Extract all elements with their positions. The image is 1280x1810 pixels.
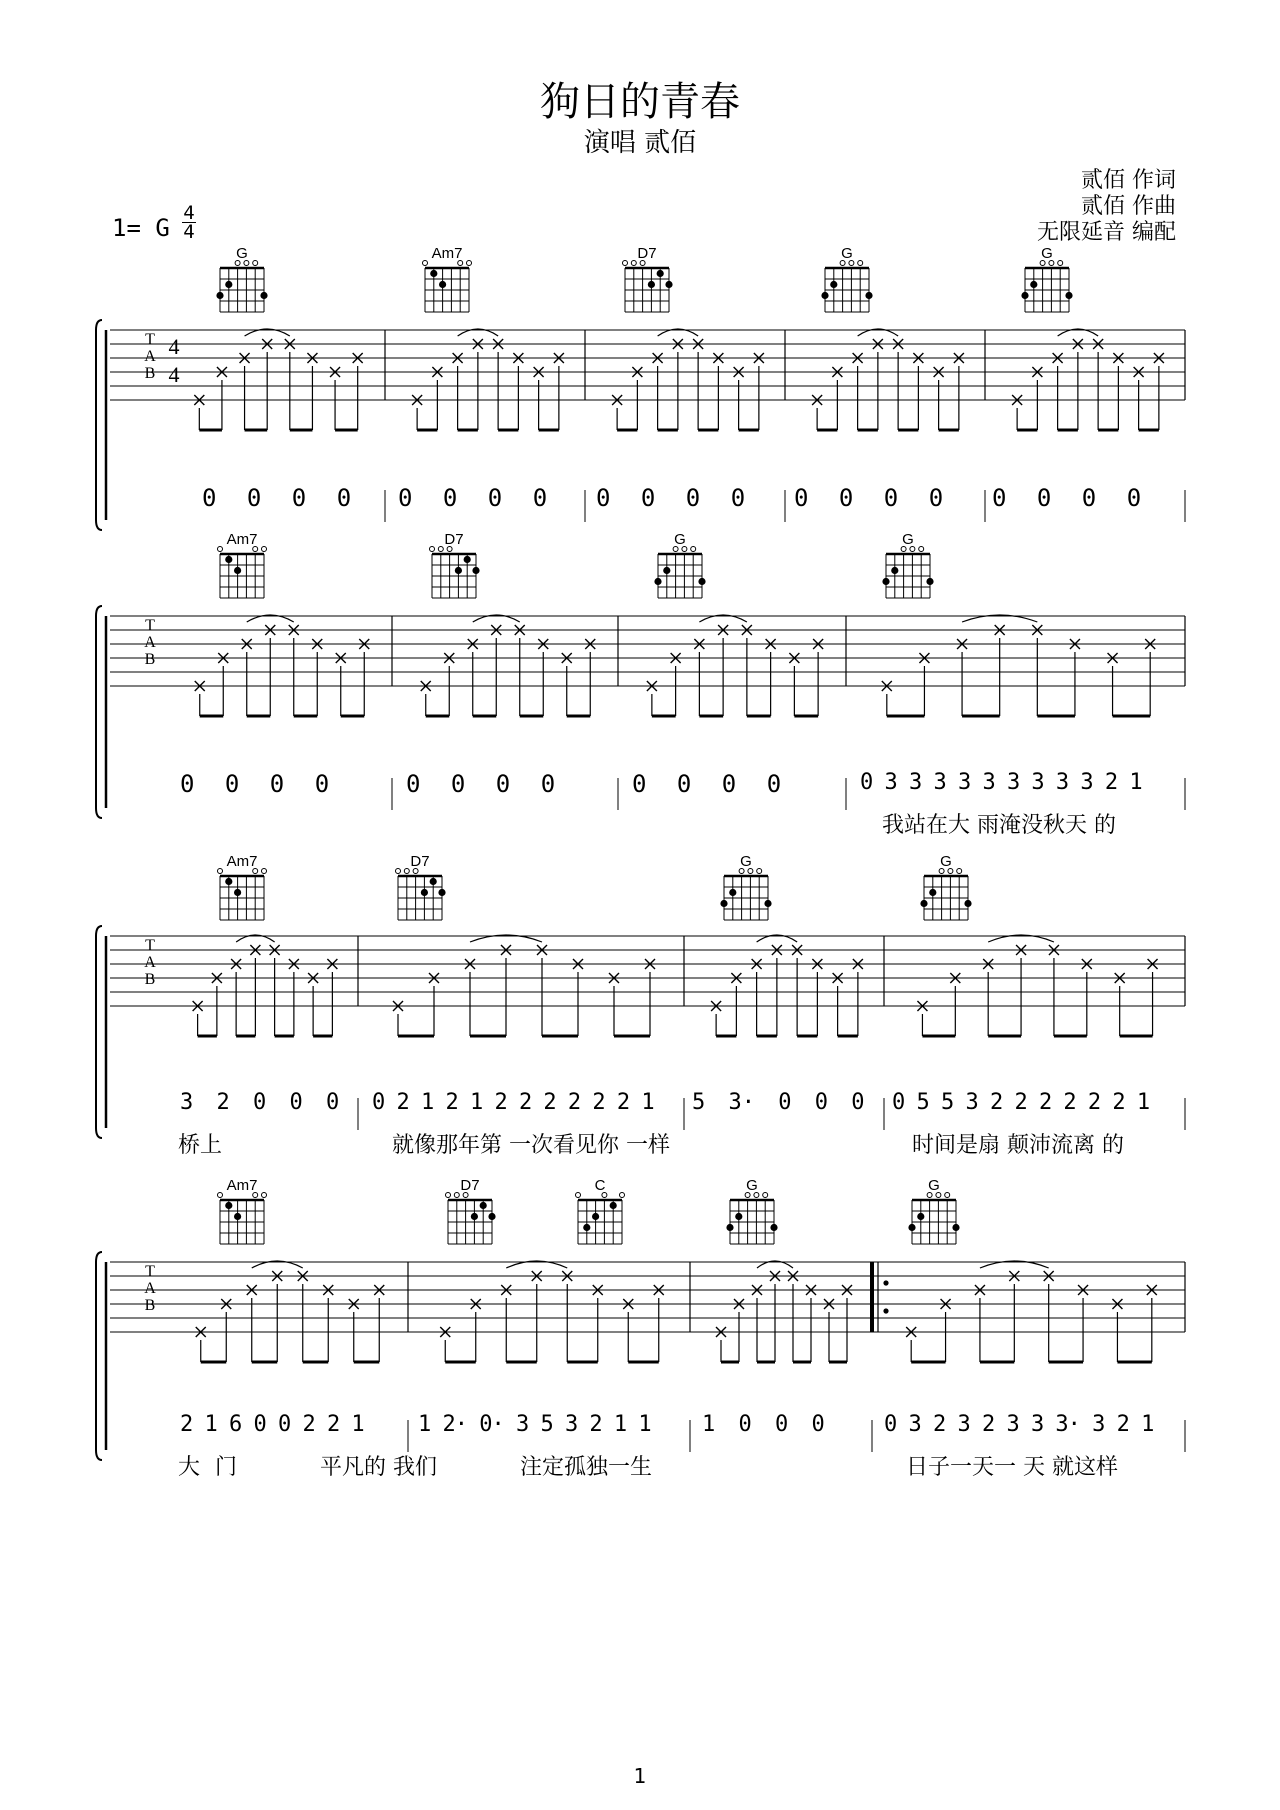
notation-s4-m4: 0 3 2 3 2 3 3 3· 3 2 1 bbox=[884, 1412, 1154, 1437]
chord-finger-dot bbox=[917, 1213, 924, 1220]
chord-finger-dot bbox=[770, 1224, 777, 1231]
chord-finger-dot bbox=[1030, 281, 1037, 288]
lyrics-s4-m1: 大 门 bbox=[178, 1455, 237, 1480]
chord-finger-dot bbox=[480, 1202, 487, 1209]
chord-finger-dot bbox=[908, 1224, 915, 1231]
singer-line: 演唱 贰佰 bbox=[583, 128, 697, 158]
chord-finger-dot bbox=[438, 889, 445, 896]
notation-s2-m2: 0 0 0 0 bbox=[406, 770, 556, 798]
lyrics-s3-m1: 桥上 bbox=[178, 1133, 223, 1158]
chord-finger-dot bbox=[225, 878, 232, 885]
key-signature: 1= G bbox=[112, 214, 170, 242]
repeat-dot bbox=[883, 1308, 888, 1313]
notation-s2-m1: 0 0 0 0 bbox=[180, 770, 330, 798]
lyrics-s3-m2: 就像那年第 一次看见你 一样 bbox=[392, 1133, 670, 1158]
notation-s1-m2: 0 0 0 0 bbox=[398, 484, 548, 512]
chord-open-string bbox=[623, 261, 628, 266]
chord-name: G bbox=[902, 531, 914, 548]
chord-finger-dot bbox=[720, 900, 727, 907]
lyrics-s3-m4: 时间是扇 颠沛流离 的 bbox=[912, 1133, 1124, 1158]
composer-credit: 贰佰 作曲 bbox=[1081, 194, 1176, 219]
notation-s1-m4: 0 0 0 0 bbox=[794, 484, 944, 512]
notation-s1-m1: 0 0 0 0 bbox=[202, 484, 352, 512]
notation-s2-m4: 0 3 3 3 3 3 3 3 3 3 2 1 bbox=[860, 770, 1142, 795]
system-bracket bbox=[96, 926, 102, 1138]
notation-s1-m5: 0 0 0 0 bbox=[992, 484, 1142, 512]
chord-name: G bbox=[928, 1177, 940, 1194]
chord-finger-dot bbox=[472, 567, 479, 574]
chord-name: D7 bbox=[444, 531, 464, 548]
chord-open-string bbox=[430, 547, 435, 552]
notation-s1-m3: 0 0 0 0 bbox=[596, 484, 746, 512]
chord-finger-dot bbox=[455, 567, 462, 574]
chord-name: Am7 bbox=[226, 531, 258, 548]
chord-finger-dot bbox=[610, 1202, 617, 1209]
chord-open-string bbox=[631, 261, 636, 266]
chord-open-string bbox=[945, 1193, 950, 1198]
chord-name: G bbox=[940, 853, 952, 870]
chord-finger-dot bbox=[430, 270, 437, 277]
chord-open-string bbox=[858, 261, 863, 266]
tab-time-signature: 4 bbox=[168, 334, 180, 359]
notation-s4-m3: 1 0 0 0 bbox=[702, 1412, 825, 1437]
chord-open-string bbox=[957, 869, 962, 874]
chord-open-string bbox=[620, 1193, 625, 1198]
chord-name: C bbox=[594, 1177, 606, 1194]
tab-clef-letter: A bbox=[144, 634, 156, 651]
chord-open-string bbox=[262, 869, 267, 874]
chord-name: Am7 bbox=[226, 853, 258, 870]
chord-finger-dot bbox=[234, 1213, 241, 1220]
chord-finger-dot bbox=[964, 900, 971, 907]
time-signature-top: 4 bbox=[183, 202, 195, 224]
chord-finger-dot bbox=[698, 578, 705, 585]
chord-finger-dot bbox=[865, 292, 872, 299]
chord-name: G bbox=[1041, 245, 1053, 262]
chord-finger-dot bbox=[821, 292, 828, 299]
tab-clef-letter: B bbox=[144, 651, 156, 668]
lyrics-s2-m4: 我站在大 雨淹没秋天 的 bbox=[882, 813, 1116, 838]
chord-finger-dot bbox=[882, 578, 889, 585]
tab-clef-letter: T bbox=[145, 937, 155, 954]
chord-name: G bbox=[746, 1177, 758, 1194]
chord-open-string bbox=[438, 547, 443, 552]
tab-clef-letter: B bbox=[144, 365, 156, 382]
system-bracket bbox=[96, 606, 102, 818]
song-title: 狗日的青春 bbox=[540, 79, 740, 125]
chord-open-string bbox=[576, 1193, 581, 1198]
tab-clef-letter: T bbox=[145, 617, 155, 634]
chord-open-string bbox=[691, 547, 696, 552]
repeat-dot bbox=[883, 1280, 888, 1285]
tab-clef-letter: T bbox=[145, 1263, 155, 1280]
tab-clef-letter: A bbox=[144, 348, 156, 365]
lyrics-s4-m2: 平凡的 我们 bbox=[320, 1455, 437, 1480]
chord-open-string bbox=[757, 869, 762, 874]
lyrics-s4-m3: 注定孤独一生 bbox=[520, 1455, 653, 1480]
chord-finger-dot bbox=[430, 878, 437, 885]
chord-finger-dot bbox=[665, 281, 672, 288]
chord-finger-dot bbox=[421, 889, 428, 896]
chord-open-string bbox=[467, 261, 472, 266]
chord-open-string bbox=[454, 1193, 459, 1198]
chord-finger-dot bbox=[225, 556, 232, 563]
chord-finger-dot bbox=[216, 292, 223, 299]
chord-finger-dot bbox=[1021, 292, 1028, 299]
tab-time-signature: 4 bbox=[168, 362, 180, 387]
tab-clef-letter: A bbox=[144, 1280, 156, 1297]
chord-finger-dot bbox=[926, 578, 933, 585]
chord-finger-dot bbox=[654, 578, 661, 585]
chord-open-string bbox=[763, 1193, 768, 1198]
chord-finger-dot bbox=[929, 889, 936, 896]
lyrics-s4-m4: 日子一天一 天 就这样 bbox=[906, 1455, 1118, 1480]
chord-finger-dot bbox=[726, 1224, 733, 1231]
tab-clef-letter: B bbox=[144, 1297, 156, 1314]
chord-name: D7 bbox=[410, 853, 430, 870]
chord-finger-dot bbox=[234, 567, 241, 574]
chord-name: Am7 bbox=[226, 1177, 258, 1194]
notation-s3-m2: 0 2 1 2 1 2 2 2 2 2 2 1 bbox=[372, 1090, 654, 1115]
chord-finger-dot bbox=[225, 281, 232, 288]
chord-open-string bbox=[446, 1193, 451, 1198]
chord-open-string bbox=[396, 869, 401, 874]
chord-finger-dot bbox=[592, 1213, 599, 1220]
chord-finger-dot bbox=[657, 270, 664, 277]
notation-s3-m3: 5 3· 0 0 0 bbox=[692, 1090, 865, 1115]
chord-open-string bbox=[262, 547, 267, 552]
arranger-credit: 无限延音 编配 bbox=[1037, 220, 1176, 245]
chord-name: Am7 bbox=[431, 245, 463, 262]
chord-finger-dot bbox=[920, 900, 927, 907]
chord-open-string bbox=[1058, 261, 1063, 266]
chord-finger-dot bbox=[439, 281, 446, 288]
lyricist-credit: 贰佰 作词 bbox=[1081, 168, 1176, 193]
chord-name: G bbox=[841, 245, 853, 262]
tab-clef-letter: A bbox=[144, 954, 156, 971]
chord-finger-dot bbox=[648, 281, 655, 288]
chord-finger-dot bbox=[764, 900, 771, 907]
notation-s4-m1: 2 1 6 0 0 2 2 1 bbox=[180, 1412, 364, 1437]
chord-finger-dot bbox=[952, 1224, 959, 1231]
chord-finger-dot bbox=[583, 1224, 590, 1231]
chord-open-string bbox=[262, 1193, 267, 1198]
notation-s3-m4: 0 5 5 3 2 2 2 2 2 2 1 bbox=[892, 1090, 1150, 1115]
tab-clef-letter: T bbox=[145, 331, 155, 348]
chord-open-string bbox=[423, 261, 428, 266]
chord-name: G bbox=[674, 531, 686, 548]
page-number: 1 bbox=[633, 1764, 647, 1788]
chord-name: D7 bbox=[637, 245, 657, 262]
chord-finger-dot bbox=[830, 281, 837, 288]
chord-finger-dot bbox=[729, 889, 736, 896]
chord-finger-dot bbox=[663, 567, 670, 574]
chord-finger-dot bbox=[1065, 292, 1072, 299]
chord-name: G bbox=[740, 853, 752, 870]
time-signature-bottom: 4 bbox=[183, 221, 195, 243]
chord-name: G bbox=[236, 245, 248, 262]
chord-open-string bbox=[919, 547, 924, 552]
chord-finger-dot bbox=[234, 889, 241, 896]
chord-open-string bbox=[218, 1193, 223, 1198]
notation-s4-m2: 1 2· 0· 3 5 3 2 1 1 bbox=[418, 1412, 651, 1437]
chord-finger-dot bbox=[471, 1213, 478, 1220]
chord-open-string bbox=[218, 547, 223, 552]
chord-finger-dot bbox=[464, 556, 471, 563]
chord-finger-dot bbox=[260, 292, 267, 299]
notation-s3-m1: 3 2 0 0 0 bbox=[180, 1090, 340, 1115]
chord-open-string bbox=[404, 869, 409, 874]
chord-finger-dot bbox=[735, 1213, 742, 1220]
notation-s2-m3: 0 0 0 0 bbox=[632, 770, 782, 798]
system-bracket bbox=[96, 320, 102, 530]
tab-clef-letter: B bbox=[144, 971, 156, 988]
chord-open-string bbox=[218, 869, 223, 874]
chord-finger-dot bbox=[225, 1202, 232, 1209]
system-bracket bbox=[96, 1252, 102, 1460]
chord-finger-dot bbox=[891, 567, 898, 574]
chord-name: D7 bbox=[460, 1177, 480, 1194]
chord-open-string bbox=[253, 261, 258, 266]
chord-finger-dot bbox=[488, 1213, 495, 1220]
